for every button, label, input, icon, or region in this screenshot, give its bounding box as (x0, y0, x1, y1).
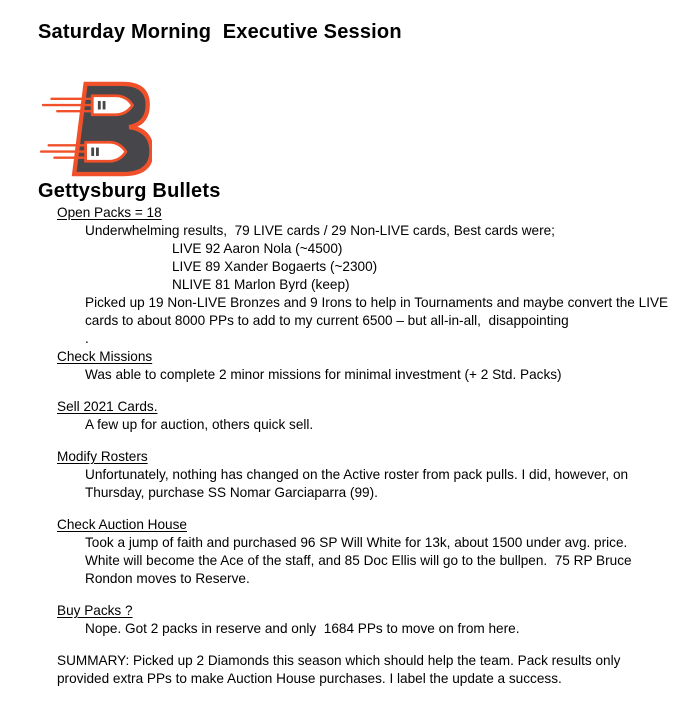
doc-line: NLIVE 81 Marlon Byrd (keep) (172, 277, 350, 292)
section-heading-check-auction-house: Check Auction House (57, 517, 187, 532)
doc-line: Nope. Got 2 packs in reserve and only 1684 PPs to move on from here. (85, 621, 520, 636)
section-heading-modify-rosters: Modify Rosters (57, 449, 148, 464)
section-summary (0, 652, 676, 688)
doc-line: Rondon moves to Reserve. (85, 571, 250, 586)
doc-line: LIVE 89 Xander Bogaerts (~2300) (172, 259, 378, 274)
doc-line: Picked up 19 Non-LIVE Bronzes and 9 Irons to help in Tournaments and maybe convert the LIVE (85, 295, 669, 310)
doc-line: Thursday, purchase SS Nomar Garciaparra (99). (85, 485, 378, 500)
section-check-auction-house (0, 516, 676, 588)
doc-line: Underwhelming results, 79 LIVE cards / 29 Non-LIVE cards, Best cards were; (85, 223, 555, 238)
logo-bullet-top (92, 96, 132, 115)
page-title: Saturday Morning Executive Session (38, 21, 402, 43)
logo-bullet-bottom (86, 142, 126, 161)
section-heading-check-missions: Check Missions (57, 349, 153, 364)
doc-line: LIVE 92 Aaron Nola (~4500) (172, 241, 343, 256)
doc-line: Unfortunately, nothing has changed on the Active roster from pack pulls. I did, however, on (85, 467, 629, 482)
team-name: Gettysburg Bullets (38, 180, 221, 202)
logo-speed-lines-bottom (40, 144, 87, 159)
doc-line: cards to about 8000 PPs to add to my current 6500 – but all-in-all, disappointing (85, 313, 569, 328)
doc-line: Took a jump of faith and purchased 96 SP Will White for 13k, about 1500 under avg. price. (85, 535, 628, 550)
summary-line: SUMMARY: Picked up 2 Diamonds this season which should help the team. Pack results only (57, 653, 621, 668)
doc-line: White will become the Ace of the staff, and 85 Doc Ellis will go to the bullpen. 75 RP Bruce (85, 553, 632, 568)
section-open-packs (0, 204, 676, 348)
section-heading-buy-packs: Buy Packs ? (57, 603, 133, 618)
summary-line: provided extra PPs to make Auction House purchases. I label the update a success. (57, 671, 562, 686)
section-buy-packs (0, 602, 676, 638)
doc-line: Was able to complete 2 minor missions for minimal investment (+ 2 Std. Packs) (85, 367, 562, 382)
doc-line: . (85, 331, 89, 346)
bullets-b-logo-icon (40, 80, 152, 177)
section-heading-open-packs: Open Packs = 18 (57, 205, 162, 220)
team-logo (40, 80, 152, 177)
session-notes (0, 204, 676, 688)
section-heading-sell-2021-cards: Sell 2021 Cards. (57, 399, 158, 414)
section-modify-rosters (0, 448, 676, 502)
section-sell-2021-cards (0, 398, 676, 434)
section-check-missions (0, 348, 676, 384)
logo-speed-lines-top (42, 98, 93, 113)
document-page (0, 20, 676, 716)
doc-line: A few up for auction, others quick sell. (85, 417, 314, 432)
